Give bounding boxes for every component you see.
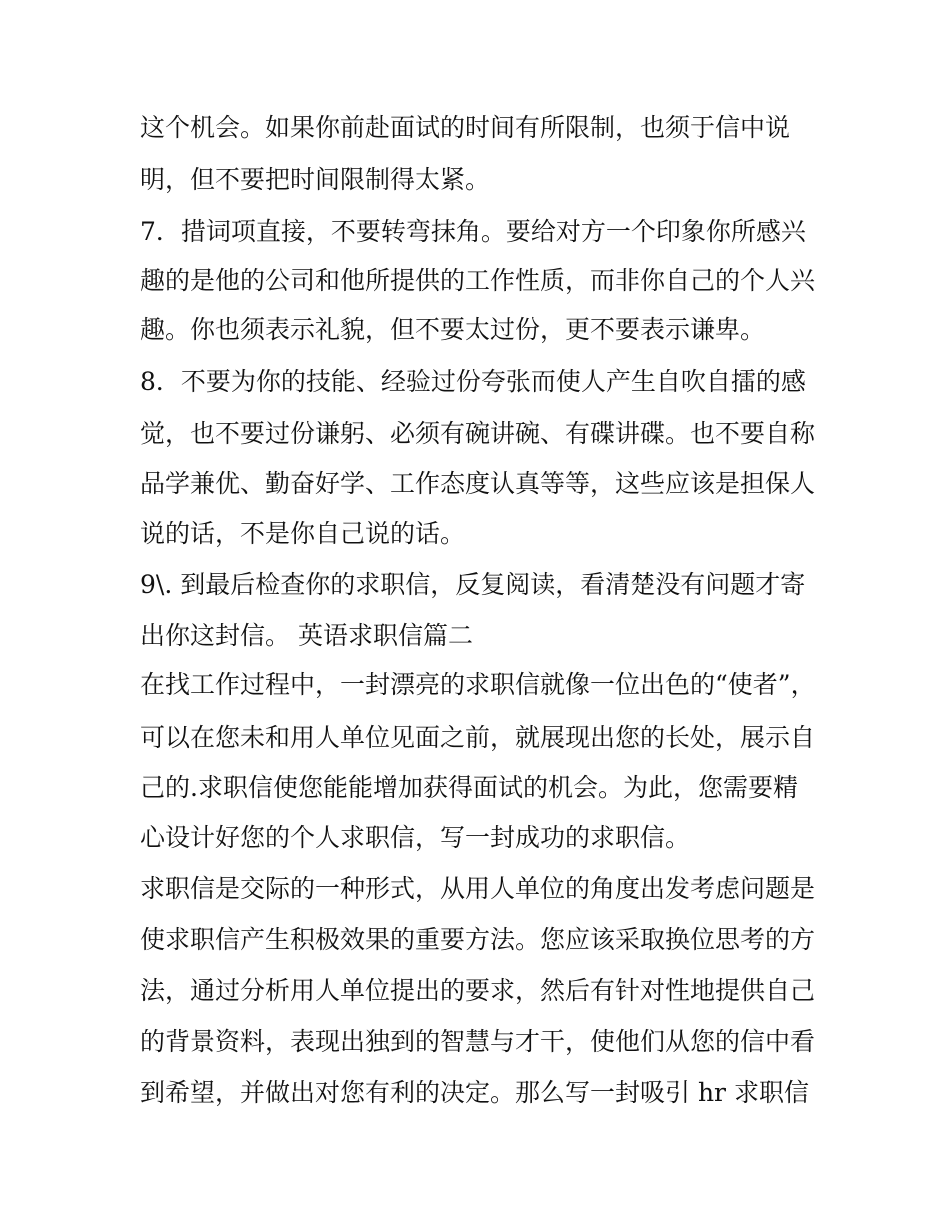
text-line: 的背景资料，表现出独到的智慧与才干，使他们从您的信中看 <box>140 1027 816 1056</box>
text-line: 求职信是交际的一种形式，从用人单位的角度出发考虑问题是 <box>140 874 816 903</box>
text-line: 觉，也不要过份谦躬、必须有碗讲碗、有碟讲碟。也不要自称 <box>140 419 816 448</box>
text-line: 趣的是他的公司和他所提供的工作性质，而非你自己的个人兴 <box>140 266 816 295</box>
text-line: 使求职信产生积极效果的重要方法。您应该采取换位思考的方 <box>140 925 816 954</box>
text-line: 法，通过分析用人单位提出的要求，然后有针对性地提供自己 <box>140 976 816 1005</box>
text-line: 说的话，不是你自己说的话。 <box>140 519 466 548</box>
text-line: 7．措词项直接，不要转弯抹角。要给对方一个印象你所感兴 <box>140 217 806 246</box>
text-line: 到希望，并做出对您有利的决定。那么写一封吸引 hr 求职信 <box>140 1078 809 1107</box>
text-line: 在找工作过程中，一封漂亮的求职信就像一位出色的“使者”， <box>140 670 816 699</box>
text-line: 趣。你也须表示礼貌，但不要太过份，更不要表示谦卑。 <box>140 315 766 344</box>
text-line: 9\. 到最后检查你的求职信，反复阅读，看清楚没有问题才寄 <box>140 570 806 599</box>
text-line: 可以在您未和用人单位见面之前，就展现出您的长处，展示自 <box>140 723 816 752</box>
text-line: 出你这封信。 英语求职信篇二 <box>140 621 473 650</box>
text-line: 这个机会。如果你前赴面试的时间有所限制，也须于信中说 <box>140 113 791 142</box>
text-line: 8．不要为你的技能、经验过份夸张而使人产生自吹自擂的感 <box>140 367 806 396</box>
text-line: 品学兼优、勤奋好学、工作态度认真等等，这些应该是担保人 <box>140 469 816 498</box>
text-line: 心设计好您的个人求职信，写一封成功的求职信。 <box>140 823 691 852</box>
text-line: 己的.求职信使您能能增加获得面试的机会。为此，您需要精 <box>140 773 798 802</box>
text-line: 明，但不要把时间限制得太紧。 <box>140 165 491 194</box>
